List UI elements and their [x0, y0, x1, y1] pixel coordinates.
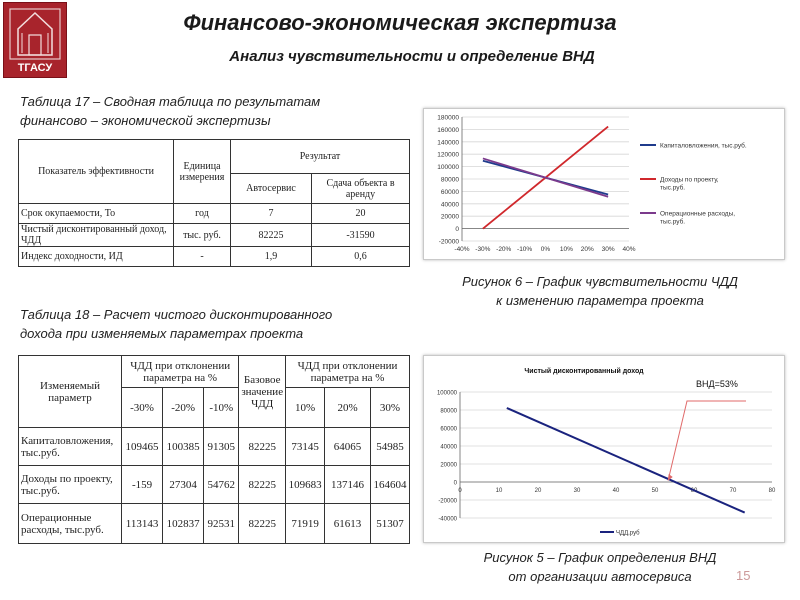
- table17-cell: 20: [312, 204, 410, 224]
- table18-cell: 73145: [286, 428, 325, 466]
- x-tick-label: 40: [612, 488, 620, 494]
- figure5-caption-line2: от организации автосервиса: [508, 569, 692, 584]
- y-tick-label: 80000: [440, 176, 459, 184]
- x-tick-label: 60: [690, 488, 698, 494]
- legend-label: Операционные расходы, тыс.руб.: [660, 210, 736, 226]
- legend-label: ЧДД,руб: [616, 530, 640, 537]
- table17-cell: 1,9: [231, 247, 312, 267]
- table18-row-label: Капиталовложения, тыс.руб.: [19, 428, 122, 466]
- y-tick-label: 20000: [440, 462, 457, 469]
- table17-cell: тыс. руб.: [174, 224, 231, 247]
- y-tick-label: 140000: [437, 139, 459, 147]
- summary-table: [18, 139, 410, 267]
- table18-header-col: -30%: [122, 388, 163, 428]
- table17-header-unit: Единица измерения: [174, 140, 231, 204]
- x-tick-label: 50: [651, 488, 659, 494]
- table17-caption-line1: Таблица 17 – Сводная таблица по результатам: [20, 94, 321, 109]
- table17-cell: год: [174, 204, 231, 224]
- y-tick-label: 160000: [437, 126, 459, 134]
- table18-cell: 82225: [239, 428, 286, 466]
- table18-cell: 109465: [122, 428, 163, 466]
- y-tick-label: 80000: [440, 408, 457, 415]
- table17-caption: [20, 92, 390, 130]
- x-tick-label: -20%: [496, 246, 512, 253]
- x-tick-label: 20%: [580, 246, 594, 253]
- x-tick-label: 20: [534, 488, 542, 494]
- page-number: 15: [736, 568, 751, 583]
- x-tick-label: 0: [458, 488, 462, 494]
- table18-caption: [20, 305, 390, 343]
- table17-cell: Чистый дисконтированный доход, ЧДД: [19, 224, 174, 247]
- table18-cell: 164604: [371, 466, 410, 504]
- table18-cell: 64065: [325, 428, 371, 466]
- table18-cell: 82225: [239, 466, 286, 504]
- sensitivity-chart-frame: [423, 108, 785, 260]
- table18-cell: 102837: [163, 504, 204, 544]
- figure6-caption-line2: к изменению параметра проекта: [496, 293, 704, 308]
- table18-cell: 92531: [204, 504, 239, 544]
- table18-cell: 54762: [204, 466, 239, 504]
- x-tick-label: -10%: [517, 246, 533, 253]
- page-subtitle: Анализ чувствительности и определение ВНД: [229, 48, 595, 65]
- y-tick-label: -20000: [438, 498, 457, 505]
- x-tick-label: 0%: [540, 246, 551, 253]
- irr-chart-frame: [423, 355, 785, 543]
- table18-cell: 109683: [286, 466, 325, 504]
- table18-header-col: 10%: [286, 388, 325, 428]
- y-tick-label: -20000: [438, 238, 459, 246]
- y-tick-label: 20000: [440, 213, 459, 221]
- y-tick-label: 100000: [437, 164, 459, 172]
- table17-cell: 82225: [231, 224, 312, 247]
- y-tick-label: 40000: [440, 201, 459, 209]
- table17-caption-line2: финансово – экономической экспертизы: [20, 113, 271, 128]
- table17-cell: 7: [231, 204, 312, 224]
- series-line: [507, 408, 745, 513]
- legend-label: Капиталовложения, тыс.руб.: [660, 142, 747, 150]
- y-tick-label: 40000: [440, 444, 457, 451]
- table18-caption-line1: Таблица 18 – Расчет чистого дисконтированного: [20, 307, 333, 322]
- table18-header-neg-group: ЧДД при отклонении параметра на %: [122, 356, 239, 388]
- table18-cell: 113143: [122, 504, 163, 544]
- table17-header-indicator: Показатель эффективности: [19, 140, 174, 204]
- table18-cell: 27304: [163, 466, 204, 504]
- y-tick-label: 0: [455, 226, 459, 234]
- sensitivity-table: [18, 355, 410, 544]
- table18-cell: 91305: [204, 428, 239, 466]
- table17-cell: Индекс доходности, ИД: [19, 247, 174, 267]
- y-tick-label: 60000: [440, 188, 459, 196]
- table17-header-col-b: Сдача объекта в аренду: [312, 174, 410, 204]
- irr-chart: [424, 356, 784, 542]
- figure5-caption: [420, 548, 780, 586]
- table18-caption-line2: дохода при изменяемых параметрах проекта: [20, 326, 304, 341]
- y-tick-label: -40000: [438, 516, 457, 523]
- x-tick-label: -30%: [475, 246, 491, 253]
- table17-header-col-a: Автосервис: [231, 174, 312, 204]
- table18-cell: 61613: [325, 504, 371, 544]
- figure6-caption-line1: Рисунок 6 – График чувствительности ЧДД: [462, 274, 738, 289]
- y-tick-label: 100000: [436, 390, 457, 397]
- logo-text: ТГАСУ: [17, 62, 53, 74]
- y-tick-label: 60000: [440, 426, 457, 433]
- irr-annotation-label: ВНД=53%: [696, 379, 738, 389]
- table17-cell: 0,6: [312, 247, 410, 267]
- x-tick-label: 30: [573, 488, 581, 494]
- table-row: [19, 428, 410, 466]
- table18-cell: 100385: [163, 428, 204, 466]
- y-tick-label: 180000: [437, 114, 459, 122]
- table18-header-pos-group: ЧДД при отклонении параметра на %: [286, 356, 410, 388]
- x-tick-label: 10%: [559, 246, 573, 253]
- table18-cell: 71919: [286, 504, 325, 544]
- sensitivity-chart: [424, 109, 784, 259]
- table18-cell: 54985: [371, 428, 410, 466]
- irr-annotation-callout: [669, 401, 746, 478]
- table18-cell: 137146: [325, 466, 371, 504]
- table17-cell: -31590: [312, 224, 410, 247]
- table-row: [19, 247, 410, 267]
- figure5-caption-line1: Рисунок 5 – График определения ВНД: [483, 550, 717, 565]
- y-tick-label: 120000: [437, 151, 459, 159]
- table-row: [19, 466, 410, 504]
- y-tick-label: 0: [453, 480, 457, 487]
- x-tick-label: 10: [495, 488, 503, 494]
- table-row: [19, 204, 410, 224]
- figure6-caption: [420, 272, 780, 310]
- table18-header-col: 20%: [325, 388, 371, 428]
- x-tick-label: -40%: [454, 246, 470, 253]
- x-tick-label: 80: [768, 488, 776, 494]
- table17-cell: Срок окупаемости, То: [19, 204, 174, 224]
- table18-header-col: -20%: [163, 388, 204, 428]
- table17-cell: -: [174, 247, 231, 267]
- x-tick-label: 70: [729, 488, 737, 494]
- table18-cell: 82225: [239, 504, 286, 544]
- table18-row-label: Операционные расходы, тыс.руб.: [19, 504, 122, 544]
- table-row: [19, 504, 410, 544]
- table18-header-param: Изменяемый параметр: [19, 356, 122, 428]
- chart-title: Чистый дисконтированный доход: [524, 368, 644, 375]
- table-row: [19, 224, 410, 247]
- table18-header-col: -10%: [204, 388, 239, 428]
- table18-header-base: Базовое значение ЧДД: [239, 356, 286, 428]
- table18-cell: -159: [122, 466, 163, 504]
- page-title: Финансово-экономическая экспертиза: [183, 10, 617, 35]
- x-tick-label: 40%: [622, 246, 636, 253]
- table18-row-label: Доходы по проекту, тыс.руб.: [19, 466, 122, 504]
- x-tick-label: 30%: [601, 246, 615, 253]
- table17-header-result: Результат: [231, 140, 410, 174]
- legend-label: Доходы по проекту, тыс.руб.: [660, 176, 719, 192]
- table18-cell: 51307: [371, 504, 410, 544]
- table18-header-col: 30%: [371, 388, 410, 428]
